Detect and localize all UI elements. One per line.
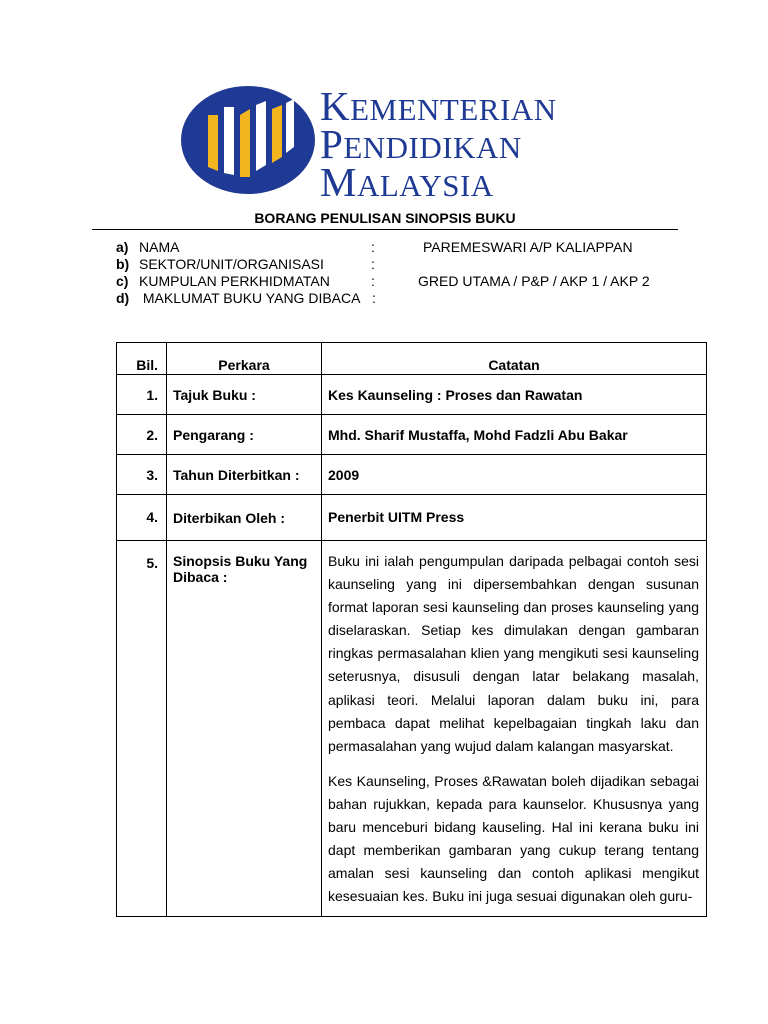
row-no: 2.	[117, 415, 167, 455]
field-letter: d)	[116, 290, 130, 306]
logo-line-1: KEMENTERIAN	[320, 83, 557, 129]
synopsis-paragraph: Kes Kaunseling, Proses &Rawatan boleh dijadikan sebagai bahan rujukkan, kepada para kaunselor. Khususnya yang baru menceburi bidang kauseling. Hal ini kerana buku ini dapt memberikan gambaran yang cukup terang tentang amalan sesi kaunseling dan contoh aplikasi mengikut kesesuaian kes. Buku ini juga sesuai digunakan oleh guru-	[328, 772, 699, 905]
table-row	[117, 415, 707, 455]
table-header-row	[117, 343, 707, 375]
form-title: BORANG PENULISAN SINOPSIS BUKU	[254, 210, 516, 226]
logo-line-3: MALAYSIA	[320, 159, 494, 205]
field-colon: :	[371, 256, 375, 272]
title-divider	[92, 229, 678, 230]
synopsis-text	[322, 541, 707, 917]
table-row	[117, 375, 707, 415]
table-row	[117, 495, 707, 541]
row-note: 2009	[322, 455, 707, 495]
row-note: Kes Kaunseling : Proses dan Rawatan	[322, 375, 707, 415]
header-item: Perkara	[167, 343, 322, 375]
header-no: Bil.	[117, 343, 167, 375]
field-label: KUMPULAN PERKHIDMATAN	[139, 273, 330, 289]
field-letter: b)	[116, 256, 130, 272]
row-item: Sinopsis Buku Yang Dibaca :	[167, 541, 322, 917]
table-row	[117, 455, 707, 495]
field-label: NAMA	[139, 239, 180, 255]
field-colon: :	[371, 273, 375, 289]
row-item: Tajuk Buku :	[167, 375, 322, 415]
field-letter: c)	[116, 273, 129, 289]
row-no: 1.	[117, 375, 167, 415]
field-colon: :	[371, 239, 375, 255]
field-colon: :	[372, 290, 376, 306]
logo-line-2: PENDIDIKAN	[320, 121, 522, 167]
row-item: Pengarang :	[167, 415, 322, 455]
field-value: PAREMESWARI A/P KALIAPPAN	[423, 239, 633, 255]
header-note: Catatan	[322, 343, 707, 375]
row-no: 3.	[117, 455, 167, 495]
row-no: 4.	[117, 495, 167, 541]
row-note: Mhd. Sharif Mustaffa, Mohd Fadzli Abu Bakar	[322, 415, 707, 455]
field-value: GRED UTAMA / P&P / AKP 1 / AKP 2	[418, 273, 650, 289]
row-no: 5.	[117, 541, 167, 917]
synopsis-row	[117, 541, 707, 917]
ministry-logo	[180, 83, 620, 205]
row-item: Tahun Diterbitkan :	[167, 455, 322, 495]
row-note: Penerbit UITM Press	[322, 495, 707, 541]
field-letter: a)	[116, 239, 129, 255]
synopsis-paragraph: Buku ini ialah pengumpulan daripada pelbagai contoh sesi kaunseling yang ini dipersembahkan dengan susunan format laporan sesi kaunseling dan proses kaunseling yang diselaraskan. Setiap kes dimulakan dengan gambaran ringkas permasalahan klien yang mengikuti sesi kaunseling seterusnya, disusuli dengan latar belakang masalah, aplikasi teori. Melalui laporan dalam buku ini, para pembaca dapat melihat kepelbagaian tingkah laku dan permasalahan yang wujud dalam kalangan masyarskat.	[328, 553, 699, 754]
ministry-emblem-icon	[180, 85, 316, 195]
field-label: MAKLUMAT BUKU YANG DIBACA	[139, 290, 361, 306]
book-info-table	[116, 342, 707, 917]
row-item: Diterbikan Oleh :	[167, 495, 322, 541]
field-label: SEKTOR/UNIT/ORGANISASI	[139, 256, 324, 272]
